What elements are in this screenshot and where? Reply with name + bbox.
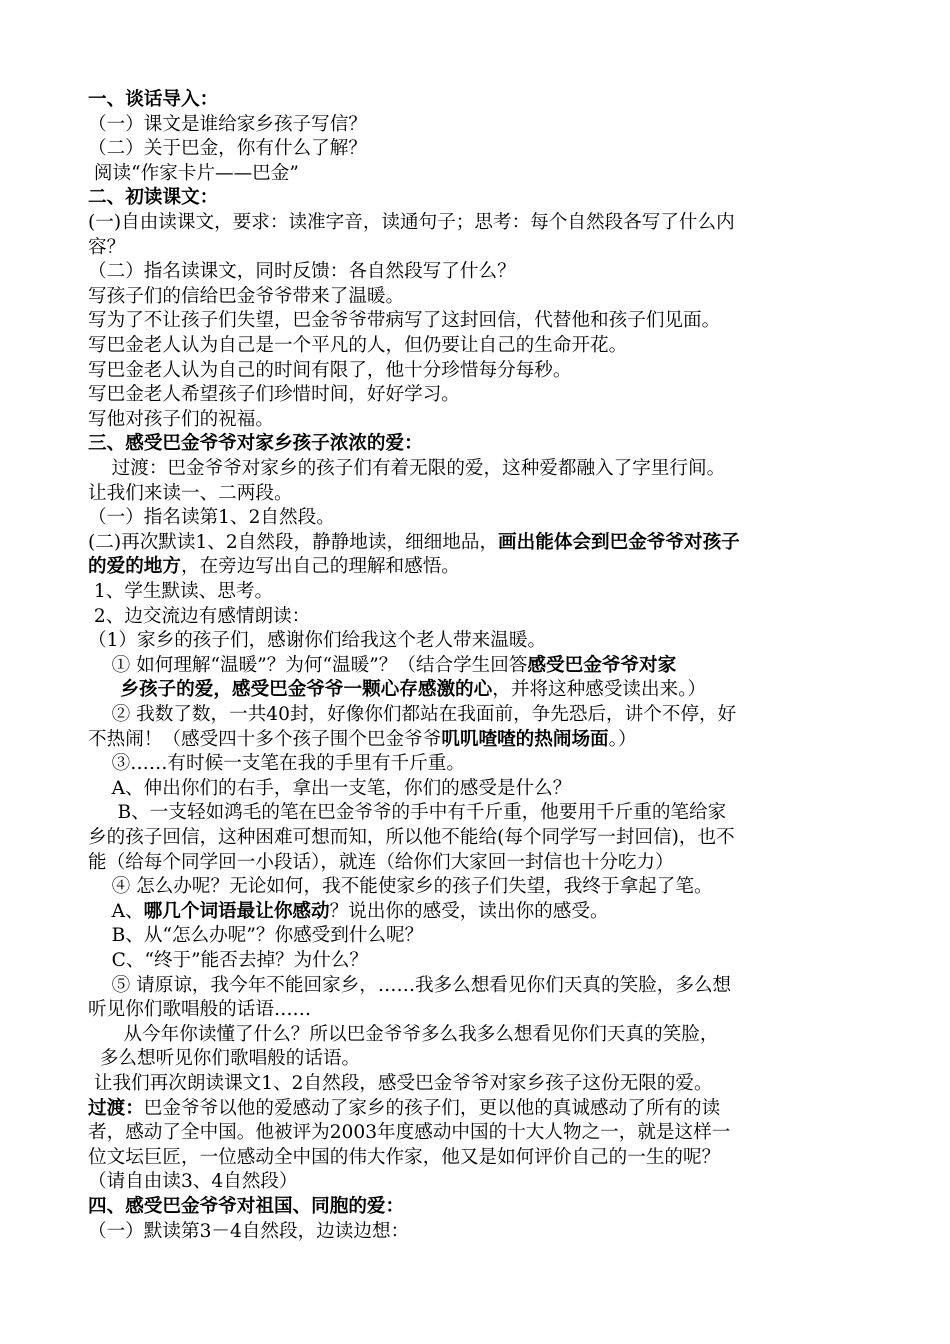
text-line [88, 236, 125, 260]
text-run: 阅读“作家卡片——巴金” [88, 162, 299, 184]
text-run: A、 [88, 900, 144, 922]
text-line [88, 113, 367, 137]
text-line [88, 801, 726, 825]
text-line [88, 826, 735, 850]
text-line [88, 1195, 404, 1219]
text-run: 位文坛巨匠，一位感动全中国的伟大作家，他又是如何评价自己的一生的呢？ [88, 1146, 721, 1168]
text-line [88, 432, 423, 456]
text-line [88, 728, 637, 752]
text-run: 1、学生默读、思考。 [88, 581, 274, 602]
text-run: ，在旁边写出自己的理解和感悟。 [180, 556, 460, 578]
text-line [88, 949, 368, 973]
text-line [88, 777, 571, 801]
bold-text: 二、初读课文： [88, 187, 219, 209]
text-line [88, 851, 674, 875]
text-line [88, 629, 546, 653]
text-run: 巴金爷爷以他的爱感动了家乡的孩子们，更以他的真诚感动了所有的读 [143, 1097, 721, 1119]
text-run: ① 如何理解“温暖”？为何“温暖”？（结合学生回答 [88, 654, 528, 676]
text-line [88, 555, 460, 579]
text-run: （请自由读3、4自然段） [88, 1171, 298, 1193]
text-line [88, 974, 731, 998]
text-line [88, 334, 627, 358]
bold-text: 的爱的地方 [88, 556, 181, 578]
text-run: 不热闹！（感受四十多个孩子围个巴金爷爷 [88, 728, 442, 750]
text-run: A、伸出你们的右手，拿出一支笔，你们的感受是什么？ [88, 777, 572, 799]
bold-text: 过渡： [88, 1097, 144, 1119]
text-line [88, 752, 465, 776]
bold-text: 三、感受巴金爷爷对家乡孩子浓浓的爱： [88, 433, 423, 455]
text-line [88, 186, 218, 210]
bold-text: 叽叽喳喳的热闹场面 [441, 728, 609, 750]
text-run: 。） [608, 728, 637, 750]
text-run: ？说出你的感受，读出你的感受。 [329, 900, 609, 922]
text-line [88, 482, 293, 506]
text-run: ③……有时候一支笔在我的手里有千斤重。 [88, 753, 465, 775]
text-line [88, 1220, 409, 1244]
text-run: 让我们再次朗读课文1、2自然段，感受巴金爷爷对家乡孩子这份无限的爱。 [88, 1073, 713, 1094]
text-run: 写为了不让孩子们失望，巴金爷爷带病写了这封回信，代替他和孩子们见面。 [88, 310, 721, 332]
bold-text: 一、谈话导入： [88, 89, 219, 110]
text-run: 容？ [88, 236, 126, 258]
text-run: C、“终于”能否去掉？为什么？ [88, 950, 369, 971]
text-line [88, 457, 725, 481]
text-line [88, 309, 720, 333]
text-line [88, 900, 609, 924]
text-run: 写他对孩子们的祝福。 [88, 408, 274, 430]
text-run: 写巴金老人认为自己是一个平凡的人，但仍要让自己的生命开花。 [88, 335, 628, 356]
text-line [88, 162, 299, 186]
bold-text: 哪几个词语最让你感动 [143, 900, 330, 922]
text-line [88, 1146, 720, 1170]
text-line [88, 703, 736, 727]
text-run: (二)再次默读1、2自然段，静静地读，细细地品， [88, 531, 499, 553]
text-line [88, 1170, 298, 1194]
text-run: 让我们来读一、二两段。 [88, 482, 293, 504]
text-run: 乡的孩子回信，这种困难可想而知，所以他不能给(每个同学写一封回信)，也不 [88, 827, 735, 848]
text-run: 2、边交流边有感情朗读： [88, 605, 311, 627]
bold-text: 乡孩子的爱，感受巴金爷爷一颗心存感激的心 [88, 679, 493, 701]
bold-text: 四、感受巴金爷爷对祖国、同胞的爱： [88, 1196, 405, 1217]
text-run: 听见你们歌唱般的话语…… [88, 999, 312, 1021]
text-line [88, 260, 516, 284]
text-run: （二）关于巴金，你有什么了解？ [88, 138, 367, 160]
text-line [88, 211, 735, 235]
text-run: 者，感动了全中国。他被评为2003年度感动中国的十大人物之一，就是这样一 [88, 1122, 731, 1144]
text-line [88, 383, 460, 407]
text-line [88, 678, 706, 702]
bold-text: 画出能体会到巴金爷爷对孩子 [498, 531, 740, 553]
text-line [88, 654, 676, 678]
text-line [88, 1121, 730, 1145]
text-run: ，并将这种感受读出来。） [492, 679, 707, 701]
text-line [88, 1047, 360, 1071]
text-line [88, 605, 310, 629]
text-line [88, 359, 571, 383]
text-run: B、从“怎么办呢”？你感受到什么呢？ [88, 925, 424, 947]
text-line [88, 1072, 713, 1096]
text-run: ⑤ 请原谅，我今年不能回家乡，……我多么想看见你们天真的笑脸，多么想 [88, 974, 732, 996]
text-line [88, 998, 311, 1022]
text-run: 写巴金老人认为自己的时间有限了，他十分珍惜每分每秒。 [88, 359, 572, 381]
text-run: （一）课文是谁给家乡孩子写信？ [88, 113, 367, 135]
text-run: ④ 怎么办呢？无论如何，我不能使家乡的孩子们失望，我终于拿起了笔。 [88, 876, 713, 898]
text-line [88, 531, 740, 555]
text-line [88, 580, 273, 604]
text-run: ② 我数了数，一共40封，好像你们都站在我面前，争先恐后，讲个不停，好 [88, 704, 737, 725]
text-line [88, 408, 274, 432]
text-line [88, 1097, 720, 1121]
text-line [88, 1023, 718, 1047]
text-run: （1）家乡的孩子们，感谢你们给我这个老人带来温暖。 [88, 630, 547, 652]
text-line [88, 924, 423, 948]
text-run: 过渡：巴金爷爷对家乡的孩子们有着无限的爱，这种爱都融入了字里行间。 [88, 458, 726, 479]
text-line [88, 875, 713, 899]
text-line [88, 88, 218, 112]
text-line [88, 137, 367, 161]
text-run: 写巴金老人希望孩子们珍惜时间，好好学习。 [88, 384, 460, 406]
text-run: （一）指名读第1、2自然段。 [88, 507, 335, 529]
text-run: （一）默读第3－4自然段，边读边想： [88, 1220, 410, 1242]
text-run: 写孩子们的信给巴金爷爷带来了温暖。 [88, 285, 405, 307]
text-run: （二）指名读课文，同时反馈：各自然段写了什么？ [88, 261, 516, 283]
text-run: 多么想听见你们歌唱般的话语。 [88, 1048, 361, 1070]
text-line [88, 506, 335, 530]
bold-text: 感受巴金爷爷对家 [527, 654, 677, 676]
text-run: 能（给每个同学回一小段话），就连（给你们大家回一封信也十分吃力） [88, 851, 674, 873]
text-run: 从今年你读懂了什么？所以巴金爷爷多么我多么想看见你们天真的笑脸， [88, 1023, 719, 1045]
text-run: (一)自由读课文，要求：读准字音，读通句子；思考：每个自然段各写了什么内 [88, 212, 735, 233]
text-line [88, 285, 404, 309]
text-run: B、一支轻如鸿毛的笔在巴金爷爷的手中有千斤重，他要用千斤重的笔给家 [88, 802, 727, 824]
